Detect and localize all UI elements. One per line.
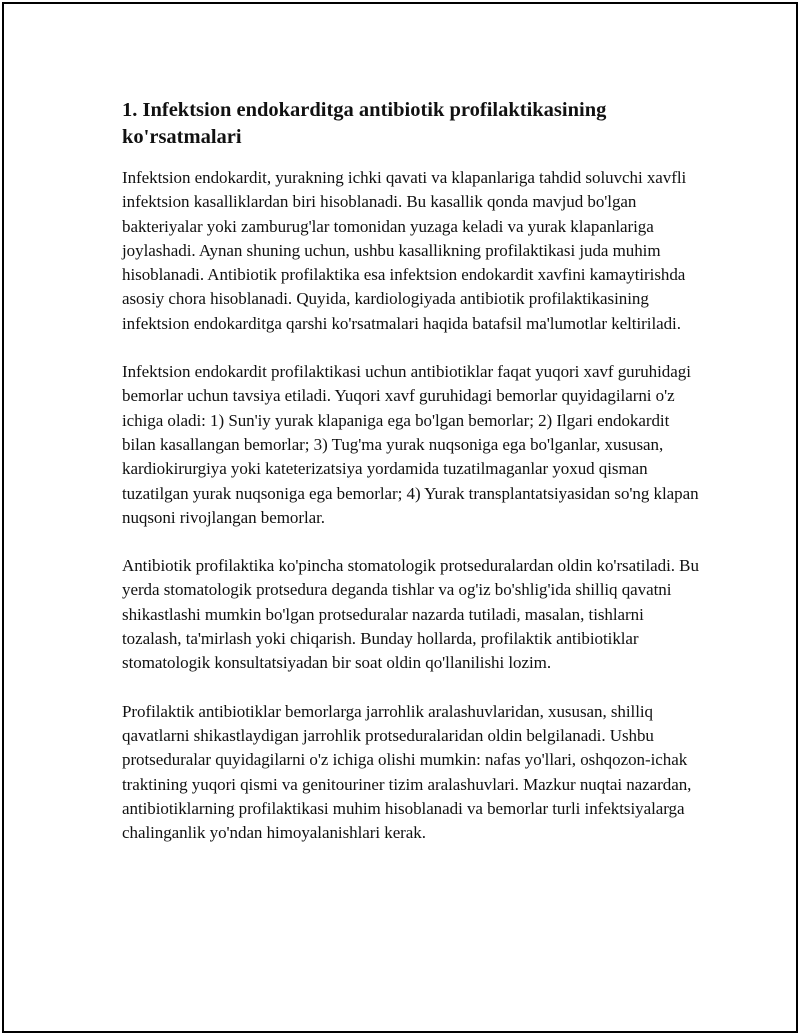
page-frame bbox=[2, 2, 798, 1033]
paragraph-surgical-procedures: Profilaktik antibiotiklar bemorlarga jarrohlik aralashuvlaridan, xususan, shilliq qavatlarni shikastlaydigan jarrohlik protseduralaridan oldin belgilanadi. Ushbu protseduralar quyidagilarni o'z ichiga olishi mumkin: nafas yo'llari, oshqozon-ichak traktining yuqori qismi va genitouriner tizim aralashuvlari. Mazkur nuqtai nazardan, antibiotiklarning profilaktikasi muhim hisoblanadi va bemorlar turli infektsiyalarga chalinganlik yo'ndan himoyalanishlari kerak. bbox=[122, 701, 692, 843]
paragraph-risk-groups: Infektsion endokardit profilaktikasi uchun antibiotiklar faqat yuqori xavf guruhidagi bemorlar uchun tavsiya etiladi. Yuqori xavf guruhidagi bemorlar quyidagilarni o'z ichiga oladi: 1) Sun'iy yurak klapaniga ega bo'lgan bemorlar; 2) Ilgari endokardit bilan kasallangan bemorlar; 3) Tug'ma yurak nuqsoniga ega bo'lganlar, xususan, kardiokirurgiya yoki kateterizatsiya yordamida tuzatilmaganlar yoxud qisman tuzatilgan yurak nuqsoniga ega bemorlar; 4) Yurak transplantatsiyasidan so'ng klapan nuqsoni rivojlangan bemorlar. bbox=[122, 362, 699, 527]
section-title: 1. Infektsion endokarditga antibiotik profilaktikasining ko'rsatmalari bbox=[122, 99, 607, 148]
paragraph-dental-procedures: Antibiotik profilaktika ko'pincha stomatologik protseduralardan oldin ko'rsatiladi. Bu yerda stomatologik protsedura deganda tishlar va og'iz bo'shlig'ida shilliq qavatni shikastlashi mumkin bo'lgan protseduralar nazarda tutiladi, masalan, tishlarni tozalash, ta'mirlash yoki chiqarish. Bunday hollarda, profilaktik antibiotiklar stomatologik konsultatsiyadan bir soat oldin qo'llanilishi lozim. bbox=[122, 556, 699, 673]
paragraph-intro: Infektsion endokardit, yurakning ichki qavati va klapanlariga tahdid soluvchi xavfli infektsion kasalliklardan biri hisoblanadi. Bu kasallik qonda mavjud bo'lgan bakteriyalar yoki zamburug'lar tomonidan yuzaga keladi va yurak klapanlariga joylashadi. Aynan shuning uchun, ushbu kasallikning profilaktikasi juda muhim hisoblanadi. Antibiotik profilaktika esa infektsion endokardit xavfini kamaytirishda asosiy chora hisoblanadi. Quyida, kardiologiyada antibiotik profilaktikasining infektsion endokarditga qarshi ko'rsatmalari haqida batafsil ma'lumotlar keltiriladi. bbox=[122, 168, 687, 333]
document-content bbox=[122, 97, 702, 845]
